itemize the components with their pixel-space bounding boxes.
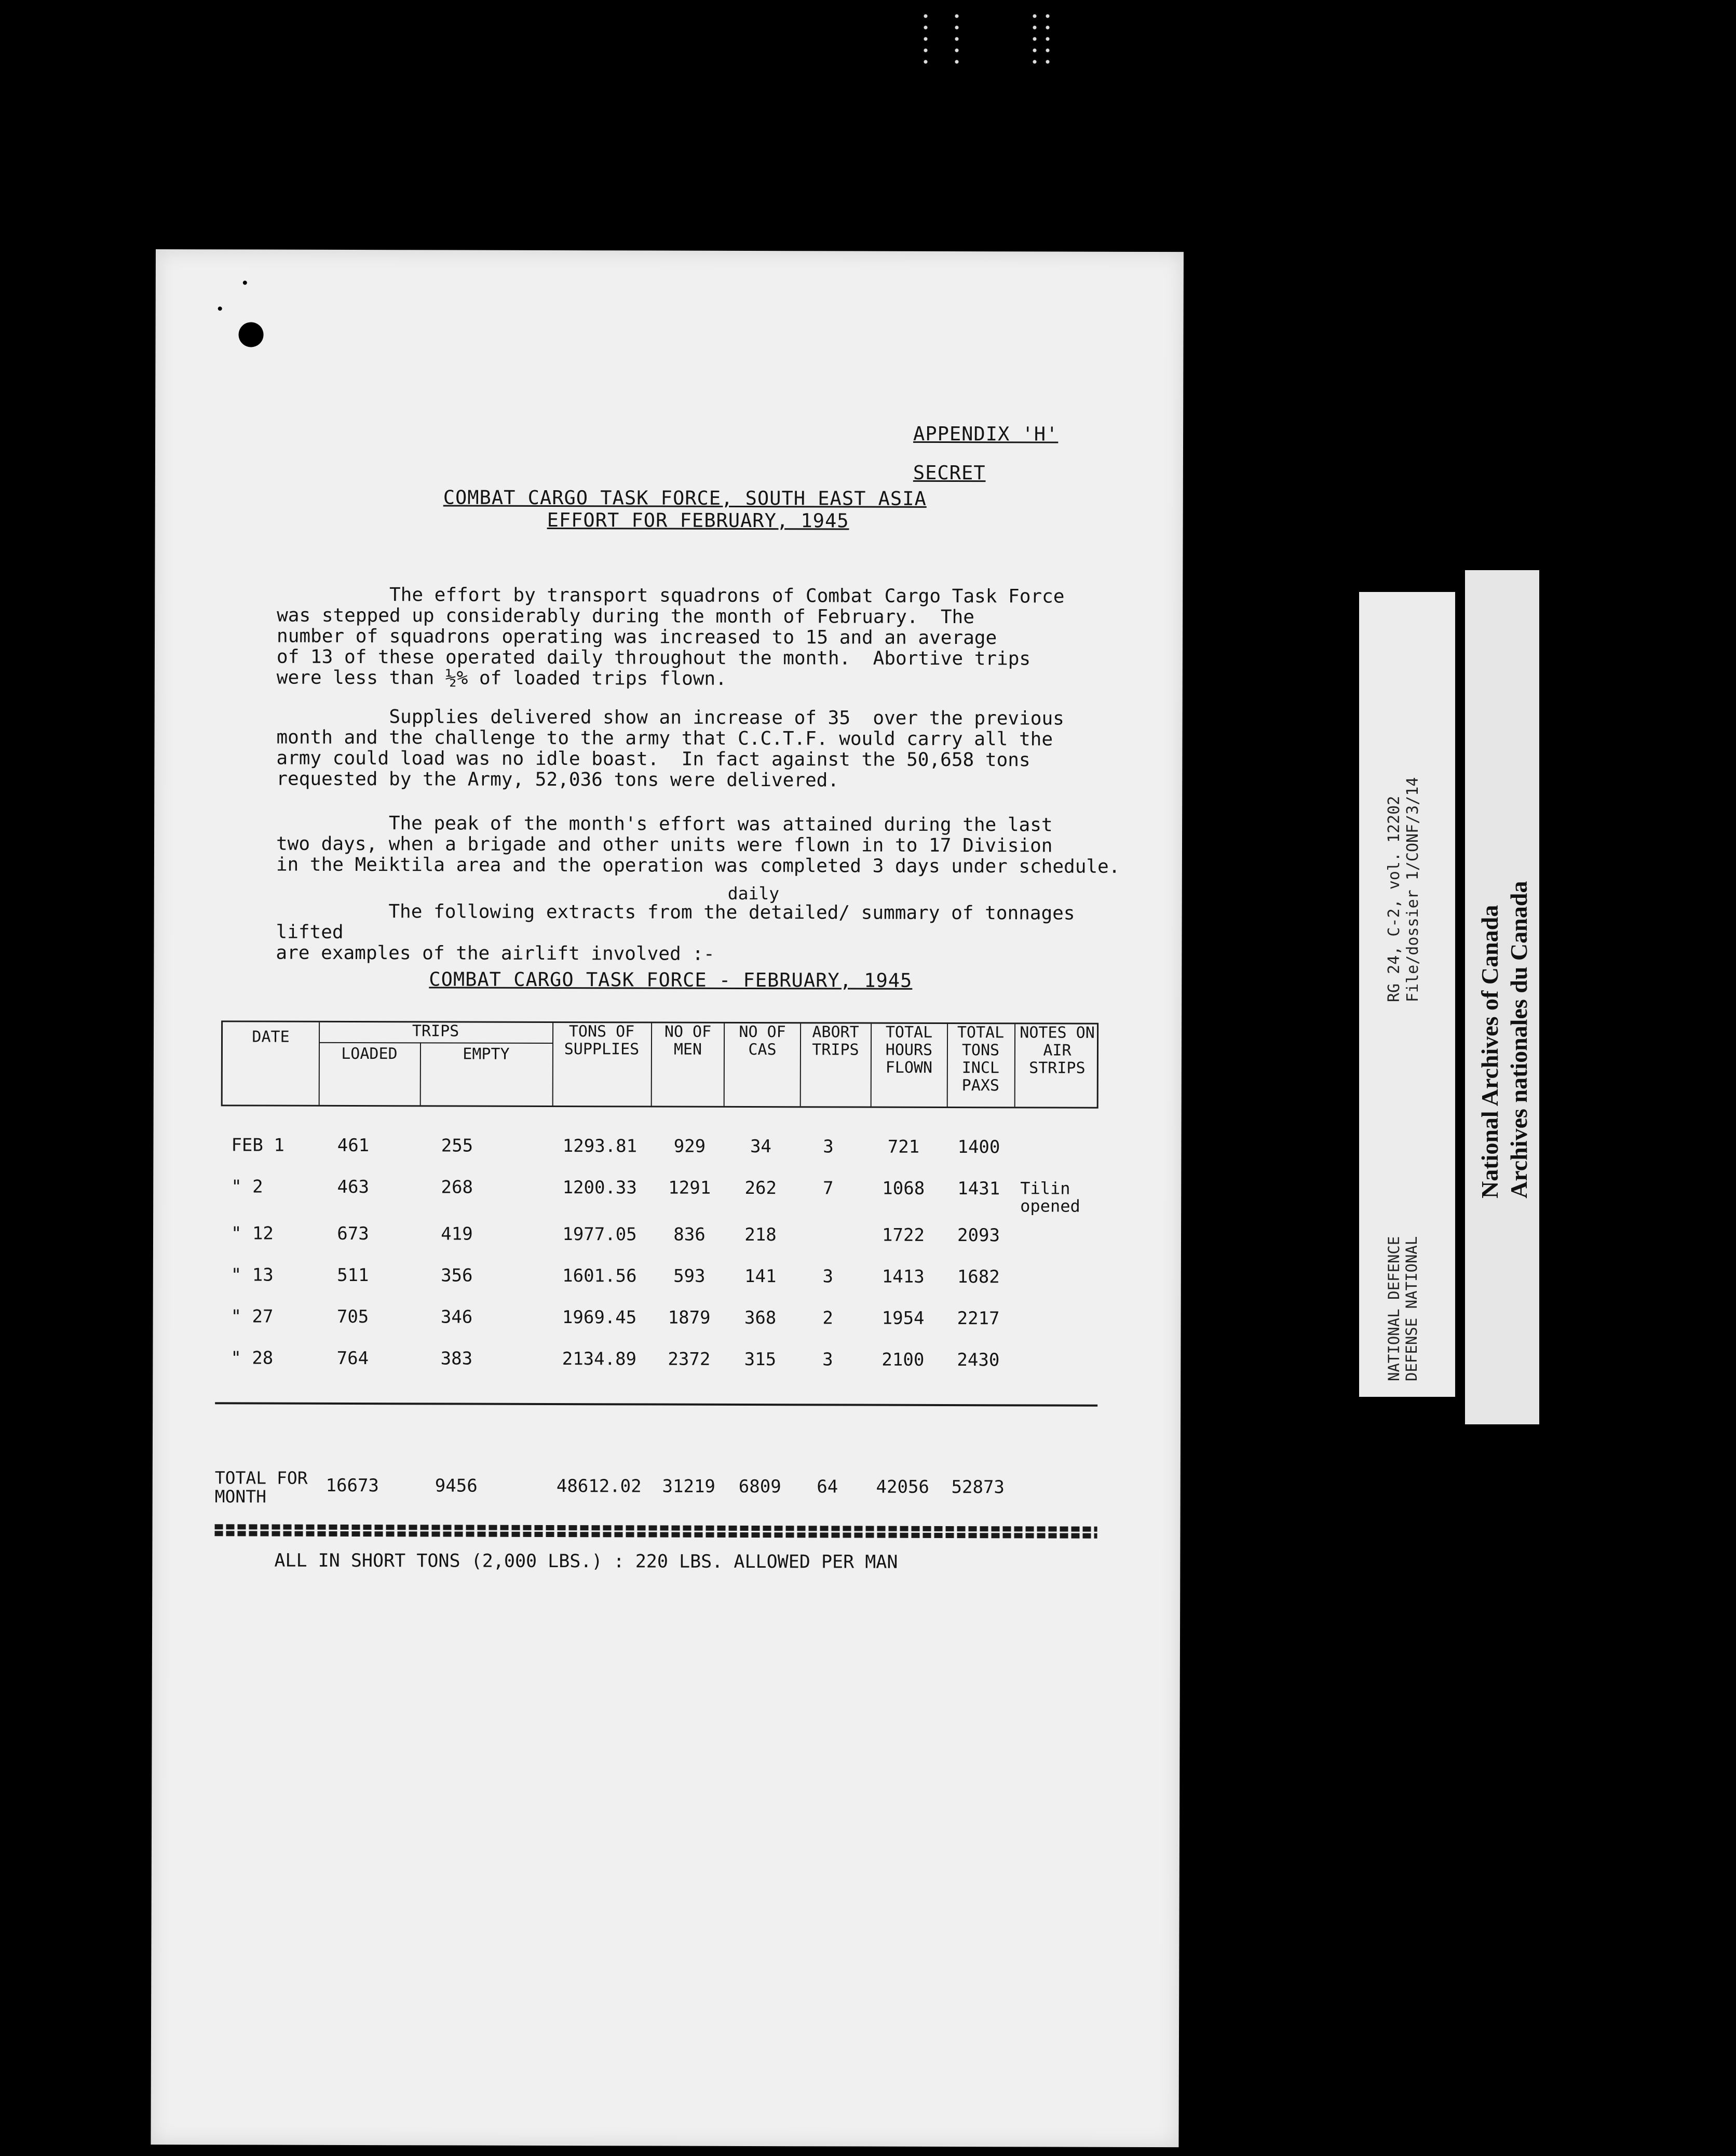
- total-loaded: 16673: [326, 1475, 379, 1497]
- table-row: [221, 1223, 1103, 1256]
- total-empty: 9456: [435, 1475, 478, 1497]
- cell-date: FEB 1: [231, 1135, 284, 1156]
- paragraph: The following extracts from the detailed/ summary of tonnages lifted are examples of the airlift involved :-: [276, 900, 1087, 965]
- handwritten-insertion: daily: [727, 883, 780, 904]
- header-tons: TONS OF SUPPLIES: [564, 1022, 640, 1059]
- totals-row: [220, 1475, 1103, 1508]
- cell-cas: 218: [744, 1224, 777, 1246]
- cell-cas: 315: [744, 1349, 777, 1370]
- total-cas: 6809: [738, 1476, 781, 1498]
- film-speck-mark: [1043, 10, 1052, 68]
- total-hours: 42056: [876, 1476, 929, 1498]
- cell-loaded: 463: [337, 1176, 370, 1198]
- cell-empty: 356: [441, 1265, 473, 1286]
- archive-reference-label: [1359, 592, 1455, 1397]
- cell-total: 2217: [957, 1308, 1000, 1329]
- cell-notes: Tilin opened: [1020, 1178, 1080, 1216]
- table-title: COMBAT CARGO TASK FORCE - FEBRUARY, 1945: [429, 968, 913, 992]
- cell-tons: 1601.56: [562, 1265, 637, 1287]
- cell-tons: 1977.05: [562, 1224, 637, 1245]
- header-men: NO OF MEN: [664, 1022, 712, 1059]
- punch-hole: [239, 322, 264, 347]
- table-row: [220, 1347, 1103, 1381]
- cell-cas: 368: [744, 1307, 777, 1329]
- cell-tons: 1293.81: [562, 1136, 638, 1157]
- total-abort: 64: [817, 1476, 838, 1498]
- cell-total: 1400: [957, 1137, 1000, 1158]
- footnote: ALL IN SHORT TONS (2,000 LBS.) : 220 LBS. ALLOWED PER MAN: [274, 1550, 898, 1573]
- cell-date: " 2: [231, 1176, 263, 1197]
- cell-date: " 13: [230, 1264, 274, 1286]
- header-abort: ABORT TRIPS: [812, 1023, 859, 1059]
- cell-loaded: 705: [336, 1306, 369, 1328]
- paragraph: The peak of the month's effort was attained during the last two days, when a brigade and other units were flown in to 17 Division in the Meiktila area and the operation was completed 3 days under schedule.: [276, 812, 1120, 878]
- totals-label: TOTAL FOR MONTH: [214, 1467, 308, 1507]
- double-rule: [215, 1531, 1097, 1538]
- cell-date: " 28: [230, 1347, 274, 1369]
- header-total-tons: TOTAL TONS INCL PAXS: [957, 1023, 1005, 1095]
- cell-tons: 1200.33: [562, 1177, 637, 1198]
- punch-speck: [218, 306, 222, 311]
- cell-empty: 268: [441, 1177, 473, 1198]
- cell-total: 2430: [957, 1350, 1000, 1371]
- cell-men: 929: [673, 1136, 706, 1157]
- department-text: NATIONAL DEFENCE DEFENSE NATIONAL: [1385, 1236, 1420, 1381]
- cell-hours: 1954: [881, 1308, 925, 1329]
- film-speck-mark: [921, 10, 930, 68]
- cell-hours: 721: [887, 1136, 920, 1157]
- cell-date: " 12: [230, 1223, 274, 1244]
- cell-men: 2372: [668, 1349, 711, 1370]
- cell-tons: 1969.45: [562, 1307, 637, 1328]
- film-speck-mark: [1030, 10, 1039, 68]
- header-cas: NO OF CAS: [739, 1022, 786, 1059]
- cell-hours: 1413: [881, 1266, 925, 1287]
- cell-men: 1879: [668, 1307, 711, 1328]
- total-total: 52873: [951, 1477, 1005, 1498]
- cell-total: 1431: [957, 1178, 1000, 1200]
- cell-cas: 34: [750, 1136, 772, 1157]
- cell-hours: 1722: [882, 1224, 925, 1246]
- cell-abort: 3: [822, 1266, 834, 1287]
- cell-cas: 141: [744, 1265, 777, 1287]
- total-men: 31219: [662, 1476, 715, 1497]
- table-row: [221, 1264, 1103, 1298]
- cell-loaded: 461: [337, 1135, 370, 1156]
- table-row: [221, 1135, 1103, 1168]
- table-header: [221, 1020, 1098, 1108]
- cell-abort: 2: [822, 1308, 833, 1329]
- table-row: [221, 1306, 1103, 1339]
- document-subtitle: EFFORT FOR FEBRUARY, 1945: [547, 508, 849, 532]
- document-page: [151, 249, 1184, 2147]
- cell-loaded: 673: [337, 1223, 369, 1245]
- cell-empty: 255: [441, 1135, 473, 1156]
- total-tons: 48612.02: [556, 1476, 642, 1497]
- cell-hours: 1068: [882, 1178, 925, 1199]
- cell-men: 1291: [668, 1177, 711, 1198]
- cell-date: " 27: [230, 1306, 274, 1327]
- cell-empty: 346: [440, 1306, 473, 1328]
- cell-tons: 2134.89: [562, 1349, 637, 1370]
- double-rule: [215, 1524, 1097, 1531]
- header-empty: EMPTY: [463, 1045, 510, 1063]
- paragraph: Supplies delivered show an increase of 35 over the previous month and the challenge to the army that C.C.T.F. would carry all the army could load was no idle boast. In fact against the 50,658 tons requested by the Army, 52,036 tons were delivered.: [276, 706, 1064, 791]
- header-trips: TRIPS: [412, 1022, 459, 1041]
- archive-name-label: [1465, 570, 1539, 1424]
- archive-name-text: National Archives of Canada Archives nationales du Canada: [1476, 881, 1532, 1198]
- document-title: COMBAT CARGO TASK FORCE, SOUTH EAST ASIA: [443, 486, 927, 510]
- paragraph: The effort by transport squadrons of Combat Cargo Task Force was stepped up considerably during the month of February. The number of squadrons operating was increased to 15 and an average of 13 of these operated daily throughout the month. Abortive trips were less than ½% of loaded trips flown.: [276, 584, 1065, 690]
- cell-abort: 3: [822, 1349, 833, 1370]
- cell-loaded: 511: [337, 1264, 369, 1286]
- film-speck-mark: [953, 10, 961, 68]
- cell-total: 1682: [957, 1266, 1000, 1288]
- classification-label: SECRET: [913, 461, 986, 484]
- cell-abort: 7: [822, 1178, 834, 1199]
- cell-hours: 2100: [881, 1349, 925, 1370]
- cell-abort: 3: [823, 1136, 834, 1157]
- header-notes: NOTES ON AIR STRIPS: [1020, 1023, 1095, 1077]
- cell-empty: 419: [441, 1223, 473, 1245]
- header-hours: TOTAL HOURS FLOWN: [885, 1023, 933, 1077]
- cell-cas: 262: [744, 1177, 777, 1199]
- appendix-label: APPENDIX 'H': [913, 422, 1059, 446]
- table-rule: [215, 1402, 1097, 1406]
- header-loaded: LOADED: [341, 1044, 398, 1063]
- header-date: DATE: [252, 1028, 290, 1046]
- cell-loaded: 764: [336, 1347, 369, 1369]
- cell-total: 2093: [957, 1225, 1000, 1246]
- punch-speck: [243, 280, 247, 285]
- table-row: [221, 1176, 1103, 1216]
- cell-empty: 383: [440, 1348, 473, 1369]
- reference-text: RG 24, C-2, vol. 12202 File/dossier 1/CONF/3/14: [1385, 777, 1422, 1002]
- cell-men: 836: [673, 1224, 706, 1245]
- cell-men: 593: [673, 1265, 706, 1287]
